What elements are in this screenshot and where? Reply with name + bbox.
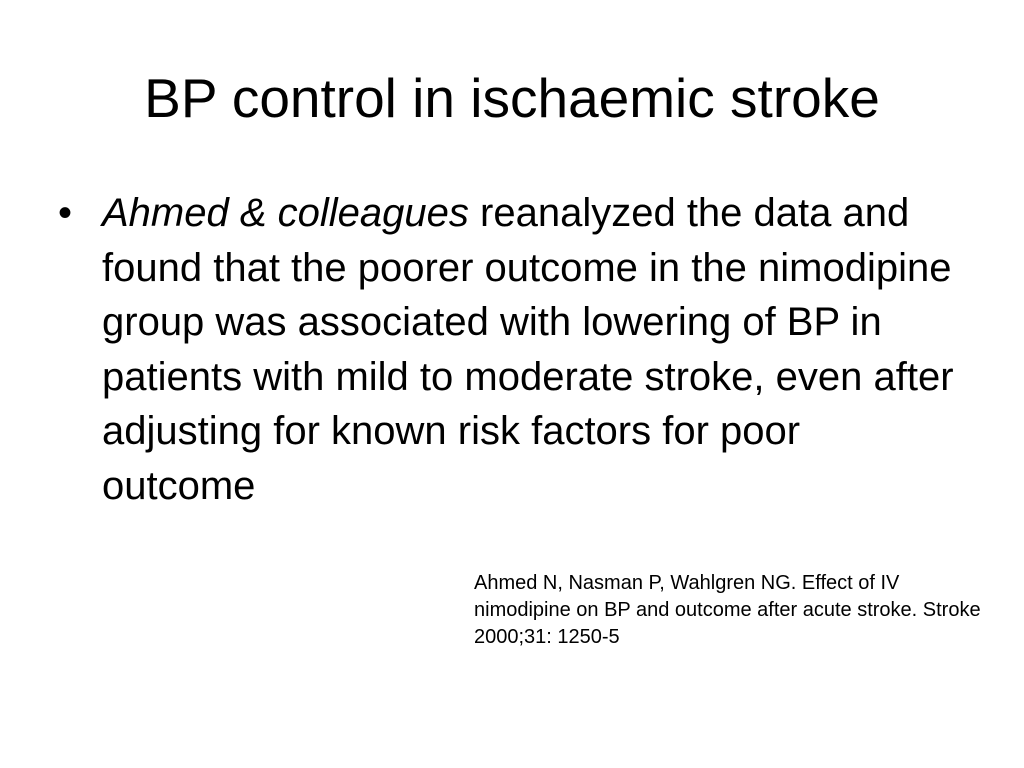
bullet-marker: • <box>58 191 73 235</box>
bullet-body-text: reanalyzed the data and found that the poorer outcome in the nimodipine group was associated with lowering of BP in patients with mild to moderate stroke, even after adjusting for known risk factors for poor outcome <box>102 191 954 508</box>
citation-reference: Ahmed N, Nasman P, Wahlgren NG. Effect of IV nimodipine on BP and outcome after acute stroke. Stroke 2000;31: 1250-5 <box>474 572 981 648</box>
slide-title: BP control in ischaemic stroke <box>144 67 880 129</box>
bullet-item <box>58 186 958 513</box>
bullet-emphasis-text: Ahmed & colleagues <box>102 191 469 235</box>
bullet-list <box>58 186 958 513</box>
